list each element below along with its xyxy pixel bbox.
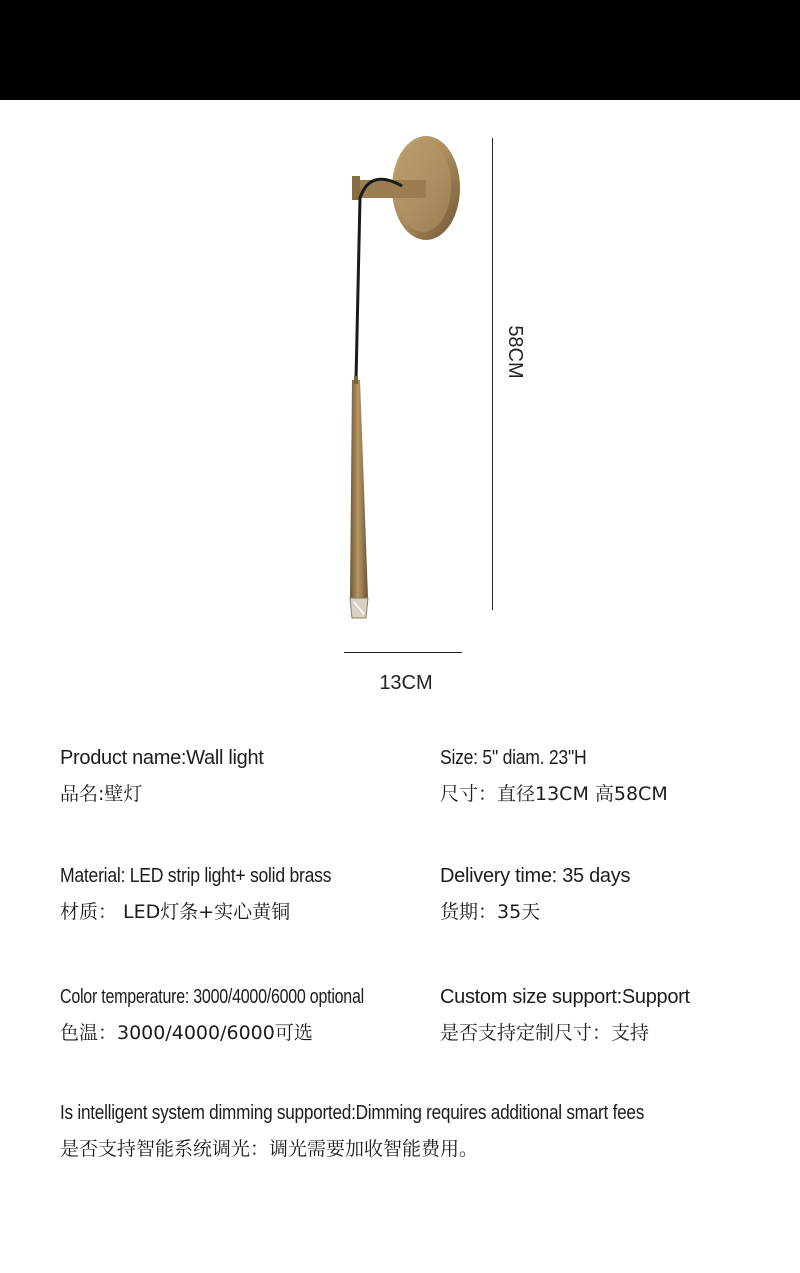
brass-rod bbox=[350, 380, 368, 598]
spec-custom-size-en: Custom size support:Support bbox=[440, 986, 690, 1008]
spec-delivery-cn: 货期：35天 bbox=[440, 901, 541, 923]
spec-size bbox=[440, 745, 668, 807]
width-dimension-label: 13CM bbox=[379, 672, 433, 694]
spec-dimming-cn: 是否支持智能系统调光：调光需要加收智能费用。 bbox=[60, 1138, 479, 1160]
spec-color-temperature bbox=[60, 984, 440, 1046]
spec-material bbox=[60, 863, 368, 925]
spec-size-cn: 尺寸：直径13CM 高58CM bbox=[440, 783, 668, 805]
top-banner bbox=[0, 0, 800, 100]
width-dimension-line bbox=[344, 652, 462, 653]
spec-size-en: Size: 5" diam. 23"H bbox=[440, 747, 587, 769]
height-dimension-line bbox=[492, 138, 493, 610]
spec-custom-size bbox=[440, 984, 690, 1046]
spec-custom-size-cn: 是否支持定制尺寸：支持 bbox=[440, 1022, 650, 1044]
spec-delivery bbox=[440, 863, 630, 925]
spec-color-temperature-cn: 色温：3000/4000/6000可选 bbox=[60, 1022, 313, 1044]
wall-light-product-image bbox=[330, 128, 480, 628]
spec-material-cn: 材质： LED灯条+实心黄铜 bbox=[60, 901, 291, 923]
spec-product-name-en: Product name:Wall light bbox=[60, 747, 264, 769]
spec-product-name bbox=[60, 745, 264, 807]
spec-color-temperature-en: Color temperature: 3000/4000/6000 optional bbox=[60, 986, 364, 1008]
spec-product-name-cn: 品名:壁灯 bbox=[60, 783, 143, 805]
spec-material-en: Material: LED strip light+ solid brass bbox=[60, 865, 332, 887]
height-dimension-label: 58CM bbox=[504, 325, 526, 379]
spec-delivery-en: Delivery time: 35 days bbox=[440, 865, 631, 887]
spec-dimming-en: Is intelligent system dimming supported:Dimming requires additional smart fees bbox=[60, 1102, 645, 1124]
spec-dimming bbox=[60, 1100, 739, 1162]
